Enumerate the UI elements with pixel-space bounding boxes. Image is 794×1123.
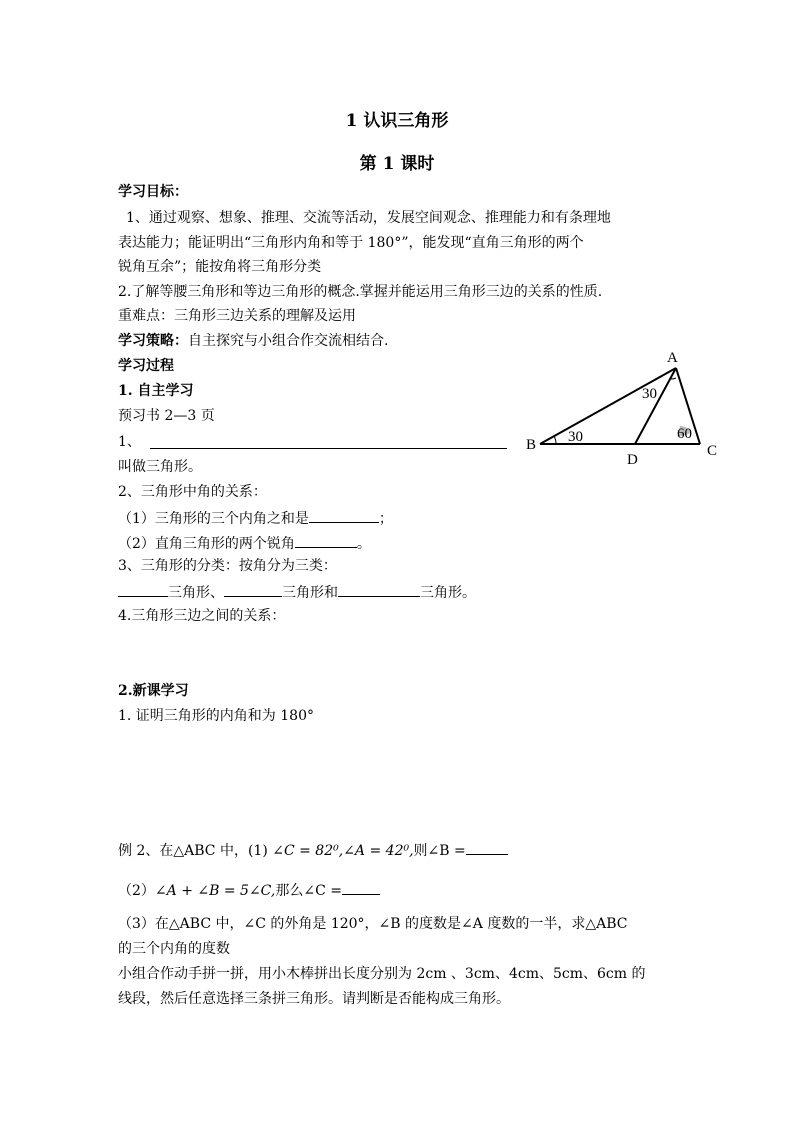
example-1-math: ∠C = 82⁰,∠A = 42⁰,: [272, 843, 414, 859]
objectives-heading: 学习目标：: [118, 184, 188, 200]
example-line-3: （3）在△ABC 中，∠C 的外角是 120°，∠B 的度数是∠A 度数的一半，求△ABC: [118, 916, 628, 932]
question-2-2-end: 。: [356, 536, 371, 552]
question-1-blank[interactable]: [150, 448, 507, 449]
strategy-text: 自主探究与小组合作交流相结合.: [188, 333, 389, 349]
new-learning-item-1: 1. 证明三角形的内角和为 180°: [118, 708, 314, 724]
self-study-heading: 1. 自主学习: [118, 383, 194, 399]
label-d: D: [627, 452, 638, 468]
example-line-6: 线段，然后任意选择三条拼三角形。请判断是否能构成三角形。: [118, 991, 510, 1007]
question-3-text-a: 三角形、: [168, 585, 224, 601]
question-3-text-c: 三角形。: [420, 585, 476, 601]
example-line-2: [118, 881, 380, 899]
preview-note: 预习书 2—3 页: [118, 408, 215, 424]
example-line-1: [118, 841, 508, 859]
question-1-suffix: 叫做三角形。: [118, 459, 202, 475]
angle-b-arc: [554, 436, 556, 444]
example-line-5: 小组合作动手拼一拼，用小木棒拼出长度分别为 2cm 、3cm、4cm、5cm、6cm 的: [118, 966, 646, 982]
example-2-math: ∠A + ∠B = 5∠C,: [154, 883, 276, 899]
question-2: 2、三角形中角的关系：: [118, 484, 267, 500]
objective-1-line-2: 表达能力；能证明出“三角形内角和等于 180°”，能发现“直角三角形的两个: [118, 235, 584, 251]
objective-2: 2.了解等腰三角形和等边三角形的概念.掌握并能运用三角形三边的关系的性质.: [118, 284, 603, 300]
objective-1-line-1: 1、通过观察、想象、推理、交流等活动，发展空间观念、推理能力和有条理地: [126, 210, 611, 226]
page-subtitle: 第 1 课时: [359, 154, 435, 174]
example-2-prefix: （2）: [118, 883, 155, 899]
question-2-2-text: （2）直角三角形的两个锐角: [118, 536, 295, 552]
question-3-text-b: 三角形和: [282, 585, 338, 601]
angle-c-value: 60: [677, 426, 692, 442]
question-2-1: [118, 509, 393, 527]
question-3-blanks: [118, 583, 476, 601]
angle-b-value: 30: [568, 429, 583, 445]
question-2-2: [118, 534, 371, 552]
example-2-blank[interactable]: [342, 881, 380, 895]
label-c: C: [707, 443, 718, 459]
example-1-prefix: 例 2、在△ABC 中，(1): [118, 843, 268, 859]
triangle-figure: [520, 340, 730, 470]
question-3: 3、三角形的分类：按角分为三类：: [118, 558, 337, 574]
example-1-then: 则∠B =: [413, 843, 466, 859]
example-1-blank[interactable]: [466, 841, 508, 855]
question-2-1-blank[interactable]: [309, 509, 379, 523]
question-1: [118, 434, 141, 450]
question-2-1-text: （1）三角形的三个内角之和是: [118, 511, 309, 527]
strategy-label: 学习策略：: [118, 333, 188, 349]
process-heading: 学习过程: [118, 358, 174, 374]
question-4: 4.三角形三边之间的关系：: [118, 608, 286, 624]
objective-1-line-3: 锐角互余”；能按角将三角形分类: [118, 259, 322, 275]
question-1-prefix: 1、: [118, 434, 141, 450]
angle-a-value: 30: [642, 386, 657, 402]
question-2-1-end: ；: [378, 511, 393, 527]
example-2-then: 那么∠C =: [275, 883, 342, 899]
question-3-blank-1[interactable]: [118, 583, 168, 597]
key-points: 重难点：三角形三边关系的理解及运用: [118, 308, 356, 324]
label-a: A: [667, 350, 678, 366]
question-3-blank-3[interactable]: [338, 583, 420, 597]
page-title: 1 认识三角形: [345, 111, 449, 131]
new-learning-heading: 2.新课学习: [118, 683, 189, 699]
learning-strategy: [118, 333, 388, 349]
question-2-2-blank[interactable]: [295, 534, 357, 548]
example-line-4: 的三个内角的度数: [118, 941, 230, 957]
label-b: B: [526, 437, 537, 453]
question-3-blank-2[interactable]: [224, 583, 282, 597]
